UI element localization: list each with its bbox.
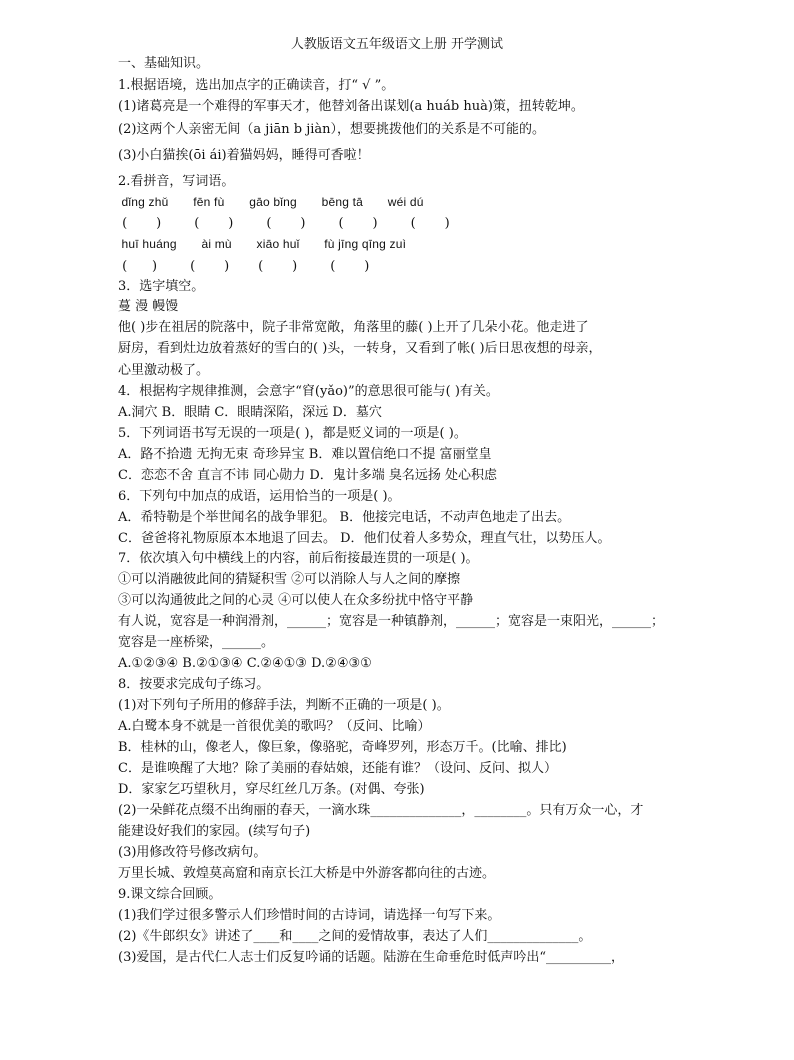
answer-blanks-row-2: ( ) ( ) ( ) ( ) [118, 259, 370, 274]
question-3-passage-line-1: 他( )步在祖居的院落中，院子非常宽敞，角落里的藤( )上开了几朵小花。他走进了 [118, 320, 589, 335]
pinyin-row-2: huī huáng ài mù xiāo huǐ fù jīng qīng zuì [118, 237, 407, 251]
question-3-prompt: 3．选字填空。 [118, 279, 205, 294]
question-2-prompt: 2.看拼音，写词语。 [118, 174, 235, 189]
question-1-prompt: 1.根据语境，选出加点字的正确读音，打“ √ ”。 [118, 78, 395, 93]
question-5-options-cd: C．恋恋不舍 直言不讳 同心勋力 D．鬼计多端 臭名远扬 处心积虑 [118, 468, 498, 483]
question-4-prompt: 4．根据构字规律推测，会意字“窅(yǎo)”的意思很可能与( )有关。 [118, 384, 499, 399]
question-8-2-line-1: (2)一朵鲜花点缀不出绚丽的春天，一滴水珠______________，________。只有万众一心，才 [118, 803, 644, 818]
question-8-prompt: 8．按要求完成句子练习。 [118, 677, 270, 692]
question-8-3-prompt: (3)用修改符号修改病句。 [118, 845, 267, 860]
answer-blanks-row-1: ( ) ( ) ( ) ( ) ( ) [118, 216, 450, 231]
question-3-characters: 蔓 漫 幔馒 [118, 299, 179, 314]
question-7-passage-line-2: 宽容是一座桥梁，______。 [118, 635, 275, 650]
page-title: 人教版语文五年级语文上册 开学测试 [290, 37, 504, 52]
question-9-3: (3)爱国，是古代仁人志士们反复吟诵的话题。陆游在生命垂危时低声吟出“__________， [118, 950, 625, 965]
question-3-passage-line-3: 心里激动极了。 [118, 363, 210, 378]
question-6-options-ab: A．希特勒是个举世闻名的战争罪犯。 B．他接完电话，不动声色地走了出去。 [118, 510, 571, 525]
question-7-passage-line-1: 有人说，宽容是一种润滑剂，______；宽容是一种镇静剂，______；宽容是一束阳光，______； [118, 614, 665, 629]
question-8-1-option-a: A.白鹭本身不就是一首很优美的歌吗？（反问、比喻） [118, 719, 431, 734]
question-7-clauses-12: ①可以消融彼此间的猜疑积雪 ②可以消除人与人之间的摩擦 [118, 572, 461, 587]
question-6-options-cd: C．爸爸将礼物原原本本地退了回去。 D．他们仗着人多势众，理直气壮，以势压人。 [118, 531, 611, 546]
question-8-1-option-b: B．桂林的山，像老人，像巨象，像骆驼，奇峰罗列，形态万千。(比喻、排比) [118, 740, 567, 755]
question-9-prompt: 9.课文综合回顾。 [118, 887, 222, 902]
question-8-1-option-c: C．是谁唤醒了大地？除了美丽的春姑娘，还能有谁？（设问、反问、拟人） [118, 761, 557, 776]
question-5-prompt: 5．下列词语书写无误的一项是( )，都是贬义词的一项是( )。 [118, 426, 467, 441]
section-heading-basics: 一、基础知识。 [118, 56, 210, 71]
question-9-2: (2)《牛郎织女》讲述了____和____之间的爱情故事，表达了人们______________。 [118, 929, 592, 944]
question-1-item-1: (1)诸葛亮是一个难得的军事天才，他替刘备出谋划(a huáb huà)策，扭转乾坤。 [118, 99, 584, 114]
question-1-item-3: (3)小白猫挨(ōi ái)着猫妈妈，睡得可香啦！ [118, 148, 370, 163]
question-4-options: A.洞穴 B．眼睛 C．眼睛深陷，深远 D．墓穴 [118, 405, 382, 420]
question-8-1-option-d: D．家家乞巧望秋月，穿尽红丝几万条。(对偶、夸张) [118, 782, 425, 797]
question-6-prompt: 6．下列句中加点的成语，运用恰当的一项是( )。 [118, 489, 401, 504]
question-5-options-ab: A．路不拾遗 无拘无束 奇珍异宝 B．难以置信绝口不提 富丽堂皇 [118, 447, 492, 462]
question-8-3-sentence: 万里长城、敦煌莫高窟和南京长江大桥是中外游客都向往的古迹。 [118, 866, 496, 881]
question-9-1: (1)我们学过很多警示人们珍惜时间的古诗词，请选择一句写下来。 [118, 908, 501, 923]
question-8-2-line-2: 能建设好我们的家园。(续写句子) [118, 824, 311, 839]
question-7-prompt: 7．依次填入句中横线上的内容，前后衔接最连贯的一项是( )。 [118, 551, 479, 566]
question-7-clauses-34: ③可以沟通彼此之间的心灵 ④可以使人在众多纷扰中恪守平静 [118, 593, 474, 608]
question-8-1-prompt: (1)对下列句子所用的修辞手法，判断不正确的一项是( )。 [118, 698, 450, 713]
question-1-item-2: (2)这两个人亲密无间（a jiān b jiàn），想要挑拨他们的关系是不可能的。 [118, 122, 546, 137]
question-7-options: A.①②③④ B.②①③④ C.②④①③ D.②④③① [118, 656, 372, 671]
pinyin-row-1: dǐng zhǔ fēn fù gāo bǐng bēng tā wéi dú [118, 195, 424, 209]
question-3-passage-line-2: 厨房，看到灶边放着蒸好的雪白的( )头，一转身，又看到了帐( )后日思夜想的母亲， [118, 341, 602, 356]
